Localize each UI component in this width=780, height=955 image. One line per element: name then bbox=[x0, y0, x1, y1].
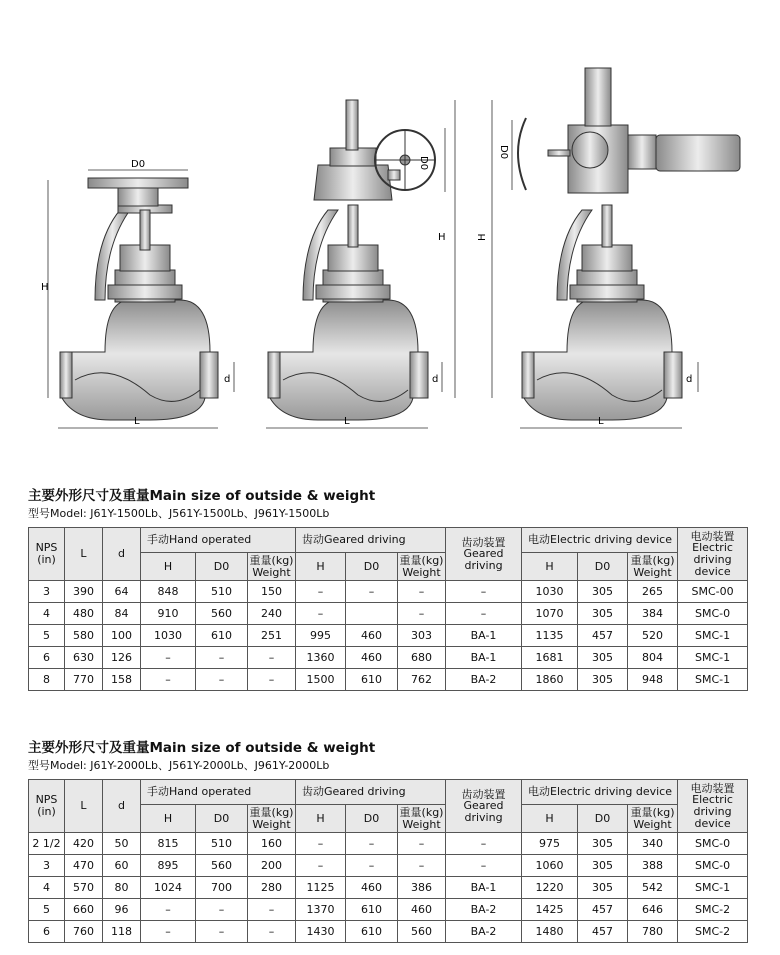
table-2-body bbox=[29, 833, 748, 943]
table-cell: – bbox=[248, 921, 296, 943]
table-cell: 1220 bbox=[522, 877, 578, 899]
table-cell: 1500 bbox=[296, 669, 346, 691]
table-cell: 6 bbox=[29, 647, 65, 669]
table-2-title: 主要外形尺寸及重量Main size of outside & weight bbox=[28, 740, 376, 756]
table-cell: 305 bbox=[578, 581, 628, 603]
table-cell: 457 bbox=[578, 899, 628, 921]
table-cell: 762 bbox=[398, 669, 446, 691]
table-cell: 848 bbox=[141, 581, 196, 603]
table-cell: 1360 bbox=[296, 647, 346, 669]
table-cell: 910 bbox=[141, 603, 196, 625]
geared-valve bbox=[266, 100, 455, 428]
table-cell: 1370 bbox=[296, 899, 346, 921]
table-1-model: 型号Model: J61Y-1500Lb、J561Y-1500Lb、J961Y-1500Lb bbox=[28, 507, 330, 520]
table-cell: 305 bbox=[578, 603, 628, 625]
l-label-3: L bbox=[598, 416, 604, 427]
electric-driving-header: 电动Electric driving device bbox=[522, 528, 678, 553]
table-cell: – bbox=[248, 899, 296, 921]
hand-operated-header: 手动Hand operated bbox=[141, 780, 296, 805]
table-cell: SMC-2 bbox=[678, 899, 748, 921]
table-cell: 460 bbox=[346, 877, 398, 899]
table-cell: – bbox=[346, 855, 398, 877]
table-row bbox=[29, 899, 748, 921]
d0-header: D0 bbox=[578, 805, 628, 833]
table-cell: 305 bbox=[578, 855, 628, 877]
table-cell: BA-1 bbox=[446, 625, 522, 647]
table-cell: – bbox=[346, 581, 398, 603]
table-cell: 2 1/2 bbox=[29, 833, 65, 855]
table-cell: 50 bbox=[103, 833, 141, 855]
table-cell: – bbox=[141, 921, 196, 943]
table-2-model: 型号Model: J61Y-2000Lb、J561Y-2000Lb、J961Y-2000Lb bbox=[28, 759, 330, 772]
d0-label-3: D0 bbox=[498, 145, 509, 160]
l-label-2: L bbox=[344, 416, 350, 427]
h-header: H bbox=[141, 805, 196, 833]
table-cell: SMC-0 bbox=[678, 833, 748, 855]
table-cell: 560 bbox=[398, 921, 446, 943]
table-cell: 5 bbox=[29, 625, 65, 647]
valve-drawings bbox=[0, 0, 780, 470]
table-cell: 1425 bbox=[522, 899, 578, 921]
h-label-3: H bbox=[477, 233, 488, 241]
table-cell: – bbox=[248, 669, 296, 691]
weight-header: 重量(kg) Weight bbox=[628, 553, 678, 581]
table-cell: – bbox=[296, 581, 346, 603]
d0-label: D0 bbox=[131, 159, 146, 170]
table-cell: – bbox=[141, 669, 196, 691]
table-cell: 64 bbox=[103, 581, 141, 603]
table-cell: 700 bbox=[196, 877, 248, 899]
electric-device-header: 电动装置 Electric driving device bbox=[678, 780, 748, 833]
table-cell: 660 bbox=[65, 899, 103, 921]
table-row bbox=[29, 855, 748, 877]
table-cell: – bbox=[398, 833, 446, 855]
l-header: L bbox=[65, 780, 103, 833]
table-cell: – bbox=[398, 855, 446, 877]
table-cell: – bbox=[196, 647, 248, 669]
table-cell: 305 bbox=[578, 669, 628, 691]
hand-operated-header: 手动Hand operated bbox=[141, 528, 296, 553]
table-cell: – bbox=[446, 581, 522, 603]
table-cell: 60 bbox=[103, 855, 141, 877]
h-label: H bbox=[41, 282, 49, 293]
table-cell: 80 bbox=[103, 877, 141, 899]
table-cell: SMC-1 bbox=[678, 625, 748, 647]
table-cell: 8 bbox=[29, 669, 65, 691]
l-label: L bbox=[134, 416, 140, 427]
table-cell: 646 bbox=[628, 899, 678, 921]
table-cell: 804 bbox=[628, 647, 678, 669]
table-cell: 84 bbox=[103, 603, 141, 625]
geared-driving-header: 齿动Geared driving bbox=[296, 528, 446, 553]
size-weight-table-2 bbox=[28, 779, 748, 943]
table-cell: 100 bbox=[103, 625, 141, 647]
table-cell: 1024 bbox=[141, 877, 196, 899]
table-cell: – bbox=[446, 855, 522, 877]
table-cell bbox=[346, 603, 398, 625]
table-cell: 158 bbox=[103, 669, 141, 691]
table-cell: – bbox=[196, 921, 248, 943]
table-cell: 510 bbox=[196, 581, 248, 603]
table-cell: 386 bbox=[398, 877, 446, 899]
table-cell: 1860 bbox=[522, 669, 578, 691]
table-cell: 251 bbox=[248, 625, 296, 647]
table-cell: BA-2 bbox=[446, 921, 522, 943]
table-cell: – bbox=[398, 581, 446, 603]
h-header: H bbox=[296, 553, 346, 581]
table-cell: 760 bbox=[65, 921, 103, 943]
table-cell: – bbox=[446, 833, 522, 855]
table-row bbox=[29, 833, 748, 855]
table-cell: 303 bbox=[398, 625, 446, 647]
d-label: d bbox=[224, 374, 231, 385]
d0-label-2: D0 bbox=[418, 156, 429, 171]
table-cell: 4 bbox=[29, 603, 65, 625]
table-cell: 388 bbox=[628, 855, 678, 877]
table-cell: 240 bbox=[248, 603, 296, 625]
table-cell: BA-1 bbox=[446, 877, 522, 899]
table-cell: 975 bbox=[522, 833, 578, 855]
table-cell: 150 bbox=[248, 581, 296, 603]
table-cell: 126 bbox=[103, 647, 141, 669]
table-cell: 265 bbox=[628, 581, 678, 603]
table-cell: SMC-2 bbox=[678, 921, 748, 943]
h-label-2: H bbox=[438, 232, 446, 243]
table-cell: – bbox=[296, 833, 346, 855]
table-cell: 457 bbox=[578, 625, 628, 647]
electric-driving-header: 电动Electric driving device bbox=[522, 780, 678, 805]
table-row bbox=[29, 603, 748, 625]
table-cell: SMC-1 bbox=[678, 669, 748, 691]
table-cell: 305 bbox=[578, 647, 628, 669]
weight-header: 重量(kg) Weight bbox=[628, 805, 678, 833]
table-cell: 160 bbox=[248, 833, 296, 855]
table-cell: 570 bbox=[65, 877, 103, 899]
table-cell: 5 bbox=[29, 899, 65, 921]
table-cell: BA-2 bbox=[446, 899, 522, 921]
table-cell: 3 bbox=[29, 581, 65, 603]
table-cell: 470 bbox=[65, 855, 103, 877]
table-cell: 460 bbox=[398, 899, 446, 921]
table-cell: – bbox=[248, 647, 296, 669]
h-header: H bbox=[296, 805, 346, 833]
table-cell: 3 bbox=[29, 855, 65, 877]
table-1-body bbox=[29, 581, 748, 691]
weight-header: 重量(kg) Weight bbox=[398, 805, 446, 833]
table-cell: – bbox=[196, 899, 248, 921]
weight-header: 重量(kg) Weight bbox=[398, 553, 446, 581]
table-cell: 460 bbox=[346, 647, 398, 669]
table-cell: 480 bbox=[65, 603, 103, 625]
weight-header: 重量(kg) Weight bbox=[248, 805, 296, 833]
table-row bbox=[29, 877, 748, 899]
table-cell: 780 bbox=[628, 921, 678, 943]
table-cell: 610 bbox=[346, 669, 398, 691]
table-cell: 384 bbox=[628, 603, 678, 625]
table-cell: 6 bbox=[29, 921, 65, 943]
table-cell: 1125 bbox=[296, 877, 346, 899]
table-cell: 510 bbox=[196, 833, 248, 855]
table-cell: 1060 bbox=[522, 855, 578, 877]
table-row bbox=[29, 581, 748, 603]
nps-header: NPS (in) bbox=[29, 528, 65, 581]
table-cell: 995 bbox=[296, 625, 346, 647]
table-cell: – bbox=[296, 855, 346, 877]
nps-header: NPS (in) bbox=[29, 780, 65, 833]
table-cell: 457 bbox=[578, 921, 628, 943]
table-row bbox=[29, 625, 748, 647]
table-cell: 118 bbox=[103, 921, 141, 943]
table-cell: 680 bbox=[398, 647, 446, 669]
geared-driving-header: 齿动Geared driving bbox=[296, 780, 446, 805]
table-cell: SMC-1 bbox=[678, 877, 748, 899]
table-cell: 815 bbox=[141, 833, 196, 855]
table-cell: 1480 bbox=[522, 921, 578, 943]
table-cell: 280 bbox=[248, 877, 296, 899]
geared-device-header: 齿动装置 Geared driving bbox=[446, 780, 522, 833]
table-cell: – bbox=[196, 669, 248, 691]
table-cell: 1430 bbox=[296, 921, 346, 943]
table-cell: 200 bbox=[248, 855, 296, 877]
table-cell: – bbox=[141, 899, 196, 921]
d0-header: D0 bbox=[196, 553, 248, 581]
table-cell: – bbox=[446, 603, 522, 625]
l-header: L bbox=[65, 528, 103, 581]
table-cell: SMC-1 bbox=[678, 647, 748, 669]
table-row bbox=[29, 921, 748, 943]
table-cell: 770 bbox=[65, 669, 103, 691]
table-cell: 1030 bbox=[141, 625, 196, 647]
table-cell: – bbox=[346, 833, 398, 855]
electric-device-header: 电动装置 Electric driving device bbox=[678, 528, 748, 581]
table-cell: 420 bbox=[65, 833, 103, 855]
table-cell: – bbox=[398, 603, 446, 625]
table-cell: 610 bbox=[196, 625, 248, 647]
electric-valve bbox=[492, 68, 740, 428]
d-header: d bbox=[103, 780, 141, 833]
table-cell: 1030 bbox=[522, 581, 578, 603]
d-header: d bbox=[103, 528, 141, 581]
table-cell: 96 bbox=[103, 899, 141, 921]
table-cell: BA-2 bbox=[446, 669, 522, 691]
table-cell: – bbox=[141, 647, 196, 669]
table-cell: 610 bbox=[346, 921, 398, 943]
table-cell: 4 bbox=[29, 877, 65, 899]
geared-device-header: 齿动装置 Geared driving bbox=[446, 528, 522, 581]
table-cell: 340 bbox=[628, 833, 678, 855]
h-header: H bbox=[522, 805, 578, 833]
table-cell: 520 bbox=[628, 625, 678, 647]
d-label-3: d bbox=[686, 374, 693, 385]
table-cell: 1070 bbox=[522, 603, 578, 625]
table-cell: 390 bbox=[65, 581, 103, 603]
table-cell: – bbox=[296, 603, 346, 625]
table-cell: 1681 bbox=[522, 647, 578, 669]
d-label-2: d bbox=[432, 374, 439, 385]
weight-header: 重量(kg) Weight bbox=[248, 553, 296, 581]
table-cell: SMC-0 bbox=[678, 855, 748, 877]
h-header: H bbox=[522, 553, 578, 581]
d0-header: D0 bbox=[196, 805, 248, 833]
table-cell: 460 bbox=[346, 625, 398, 647]
table-1-title: 主要外形尺寸及重量Main size of outside & weight bbox=[28, 488, 376, 504]
table-cell: 560 bbox=[196, 603, 248, 625]
table-cell: 542 bbox=[628, 877, 678, 899]
d0-header: D0 bbox=[346, 805, 398, 833]
table-cell: 560 bbox=[196, 855, 248, 877]
d0-header: D0 bbox=[578, 553, 628, 581]
table-cell: SMC-00 bbox=[678, 581, 748, 603]
h-header: H bbox=[141, 553, 196, 581]
table-cell: 1135 bbox=[522, 625, 578, 647]
table-cell: BA-1 bbox=[446, 647, 522, 669]
table-cell: 630 bbox=[65, 647, 103, 669]
table-row bbox=[29, 647, 748, 669]
hand-operated-valve bbox=[48, 170, 234, 428]
table-cell: 895 bbox=[141, 855, 196, 877]
table-cell: 948 bbox=[628, 669, 678, 691]
size-weight-table-1 bbox=[28, 527, 748, 691]
table-row bbox=[29, 669, 748, 691]
table-cell: 580 bbox=[65, 625, 103, 647]
table-cell: 610 bbox=[346, 899, 398, 921]
table-cell: SMC-0 bbox=[678, 603, 748, 625]
d0-header: D0 bbox=[346, 553, 398, 581]
table-cell: 305 bbox=[578, 877, 628, 899]
table-cell: 305 bbox=[578, 833, 628, 855]
